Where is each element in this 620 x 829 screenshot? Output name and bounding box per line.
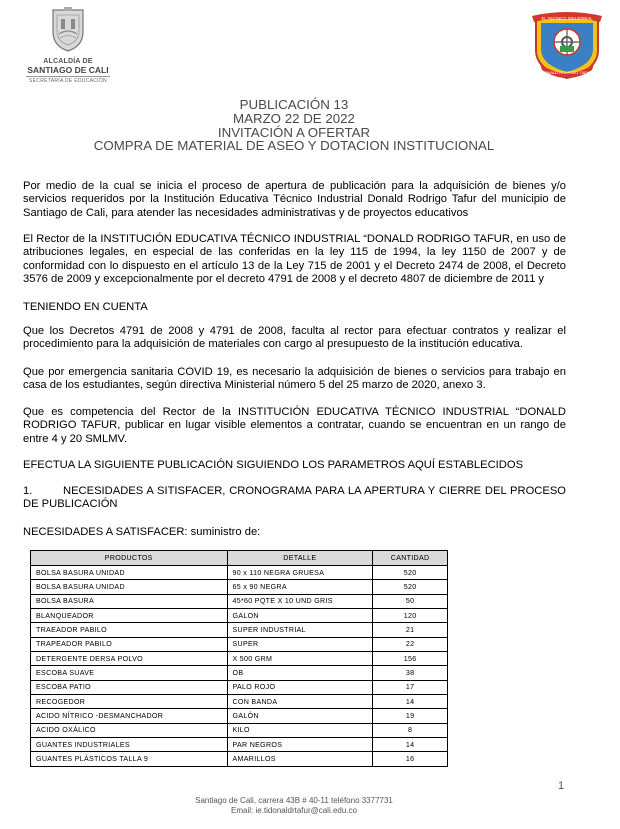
detail-cell: AMARILLOS <box>227 752 373 766</box>
column-header-cantidad: CANTIDAD <box>373 551 448 566</box>
product-cell: BOLSA BASURA UNIDAD <box>31 580 228 594</box>
product-cell: TRAEADOR PABILO <box>31 623 228 637</box>
logo-divider <box>26 76 110 77</box>
quantity-cell: 8 <box>373 723 448 737</box>
alcaldia-logo-line2: SANTIAGO DE CALI <box>27 65 109 75</box>
quantity-cell: 21 <box>373 623 448 637</box>
table-row <box>31 580 448 594</box>
school-emblem-top-text: EL TECNICO INDUSTRIAL <box>541 16 593 21</box>
product-cell: ACIDO OXÁLICO <box>31 723 228 737</box>
footer <box>0 796 588 816</box>
detail-cell: PALO ROJO <box>227 680 373 694</box>
table-row <box>31 637 448 651</box>
table-row <box>31 723 448 737</box>
table-row <box>31 623 448 637</box>
section-1-heading <box>23 485 566 512</box>
quantity-cell: 38 <box>373 666 448 680</box>
footer-address: Santiago de Cali, carrera 43B # 40-11 teléfono 3377731 <box>195 796 393 805</box>
footer-email: Email: ie.tidonaldrtafur@cali.edu.co <box>231 806 357 815</box>
table-row <box>31 609 448 623</box>
quantity-cell: 14 <box>373 738 448 752</box>
detail-cell: PAR NEGROS <box>227 738 373 752</box>
quantity-cell: 156 <box>373 652 448 666</box>
products-table <box>30 550 448 767</box>
title-invitation: INVITACIÓN A OFERTAR <box>217 124 371 140</box>
quantity-cell: 520 <box>373 566 448 580</box>
table-row <box>31 652 448 666</box>
rector-paragraph: El Rector de la INSTITUCIÓN EDUCATIVA TÉCNICO INDUSTRIAL “DONALD RODRIGO TAFUR, en uso de atribuciones legales, en especial de las conferidas en la ley 115 de 1994, la ley 1150 de 2007 y de conformidad con lo dispuesto en el artículo 13 de la Ley 715 de 2001 y el Decreto 2474 de 2008, el Decreto 3576 de 2009 y excepcionalmente por el decreto 4791 de 2008 y el decreto 4807 de diciembre de 2011 y <box>23 233 566 286</box>
table-header-row <box>31 551 448 566</box>
school-emblem-bottom-text: DONALD RODRIGO TAFUR <box>541 70 593 75</box>
product-cell: TRAPEADOR PABILO <box>31 637 228 651</box>
competence-paragraph: Que es competencia del Rector de la INSTITUCIÓN EDUCATIVA TÉCNICO INDUSTRIAL “DONALD RODRIGO TAFUR, publicar en lugar visible elementos a contratar, cuando se encuentran en un rango de entre 4 y 20 SMLMV. <box>23 406 566 445</box>
detail-cell: 90 x 110 NEGRA GRUESA <box>227 566 373 580</box>
product-cell: ESCOBA PATIO <box>31 680 228 694</box>
section-1-number: 1. <box>23 485 33 497</box>
page-number: 1 <box>558 780 565 792</box>
quantity-cell: 16 <box>373 752 448 766</box>
alcaldia-logo-line3: SECRETARÍA DE EDUCACIÓN <box>29 78 107 84</box>
table-row <box>31 594 448 608</box>
quantity-cell: 22 <box>373 637 448 651</box>
product-cell: DETERGENTE DERSA POLVO <box>31 652 228 666</box>
product-cell: BOLSA BASURA <box>31 594 228 608</box>
product-cell: GUANTES PLÁSTICOS TALLA 9 <box>31 752 228 766</box>
title-publication: PUBLICACIÓN 13 <box>239 97 349 112</box>
table-row <box>31 666 448 680</box>
quantity-cell: 120 <box>373 609 448 623</box>
product-cell: BOLSA BASURA UNIDAD <box>31 566 228 580</box>
detail-cell: KILO <box>227 723 373 737</box>
detail-cell: SUPER <box>227 637 373 651</box>
table-row <box>31 709 448 723</box>
alcaldia-logo-line1: ALCALDÍA DE <box>43 58 93 65</box>
table-row <box>31 695 448 709</box>
detail-cell: 65 x 90 NEGRA <box>227 580 373 594</box>
quantity-cell: 14 <box>373 695 448 709</box>
product-cell: GUANTES INDUSTRIALES <box>31 738 228 752</box>
column-header-detalle: DETALLE <box>227 551 373 566</box>
detail-cell: 45*60 PQTE X 10 UND GRIS <box>227 594 373 608</box>
detail-cell: GALON <box>227 609 373 623</box>
detail-cell: CON BANDA <box>227 695 373 709</box>
quantity-cell: 19 <box>373 709 448 723</box>
alcaldia-logo <box>22 6 114 84</box>
table-row <box>31 752 448 766</box>
title-subject: COMPRA DE MATERIAL DE ASEO Y DOTACION INSTITUCIONAL <box>93 138 495 154</box>
product-cell: BLANQUEADOR <box>31 609 228 623</box>
table-row <box>31 680 448 694</box>
quantity-cell: 17 <box>373 680 448 694</box>
detail-cell: GALÓN <box>227 709 373 723</box>
section-1-title: NECESIDADES A SITISFACER, CRONOGRAMA PARA LA APERTURA Y CIERRE DEL PROCESO DE PUBLICACIÓN <box>23 485 566 511</box>
quantity-cell: 50 <box>373 594 448 608</box>
school-emblem-logo <box>530 10 604 80</box>
product-cell: ESCOBA SUAVE <box>31 666 228 680</box>
covid-paragraph: Que por emergencia sanitaria COVID 19, es necesario la adquisición de bienes o servicios para trabajo en casa de los estudiantes, según directiva Ministerial número 5 del 25 marzo de 2020, anexo 3. <box>23 366 566 392</box>
table-row <box>31 738 448 752</box>
intro-paragraph: Por medio de la cual se inicia el proceso de apertura de publicación para la adquisición de bienes y/o servicios requeridos por la Institución Educativa Técnico Industrial Donald Rodrigo Tafur del municipio de Santiago de Cali, para atender las necesidades administrativas y de proyectos educativos <box>23 180 566 219</box>
document-title <box>0 98 588 153</box>
detail-cell: SUPER INDUSTRIAL <box>227 623 373 637</box>
cali-coat-of-arms-icon <box>49 6 87 52</box>
title-date: MARZO 22 DE 2022 <box>233 110 355 126</box>
product-cell: ACIDO NÍTRICO -DESMANCHADOR <box>31 709 228 723</box>
considering-heading: TENIENDO EN CUENTA <box>23 301 148 313</box>
needs-label: NECESIDADES A SATISFACER: suministro de: <box>23 526 261 538</box>
product-cell: RECOGEDOR <box>31 695 228 709</box>
detail-cell: OB <box>227 666 373 680</box>
publication-statement: EFECTUA LA SIGUIENTE PUBLICACIÓN SIGUIENDO LOS PARAMETROS AQUÍ ESTABLECIDOS <box>23 459 524 471</box>
quantity-cell: 520 <box>373 580 448 594</box>
column-header-productos: PRODUCTOS <box>31 551 228 566</box>
decrees-paragraph: Que los Decretos 4791 de 2008 y 4791 de 2008, faculta al rector para efectuar contratos y realizar el procedimiento para la adquisición de materiales con cargo al presupuesto de la institución educativa. <box>23 325 566 351</box>
detail-cell: X 500 GRM <box>227 652 373 666</box>
table-row <box>31 566 448 580</box>
